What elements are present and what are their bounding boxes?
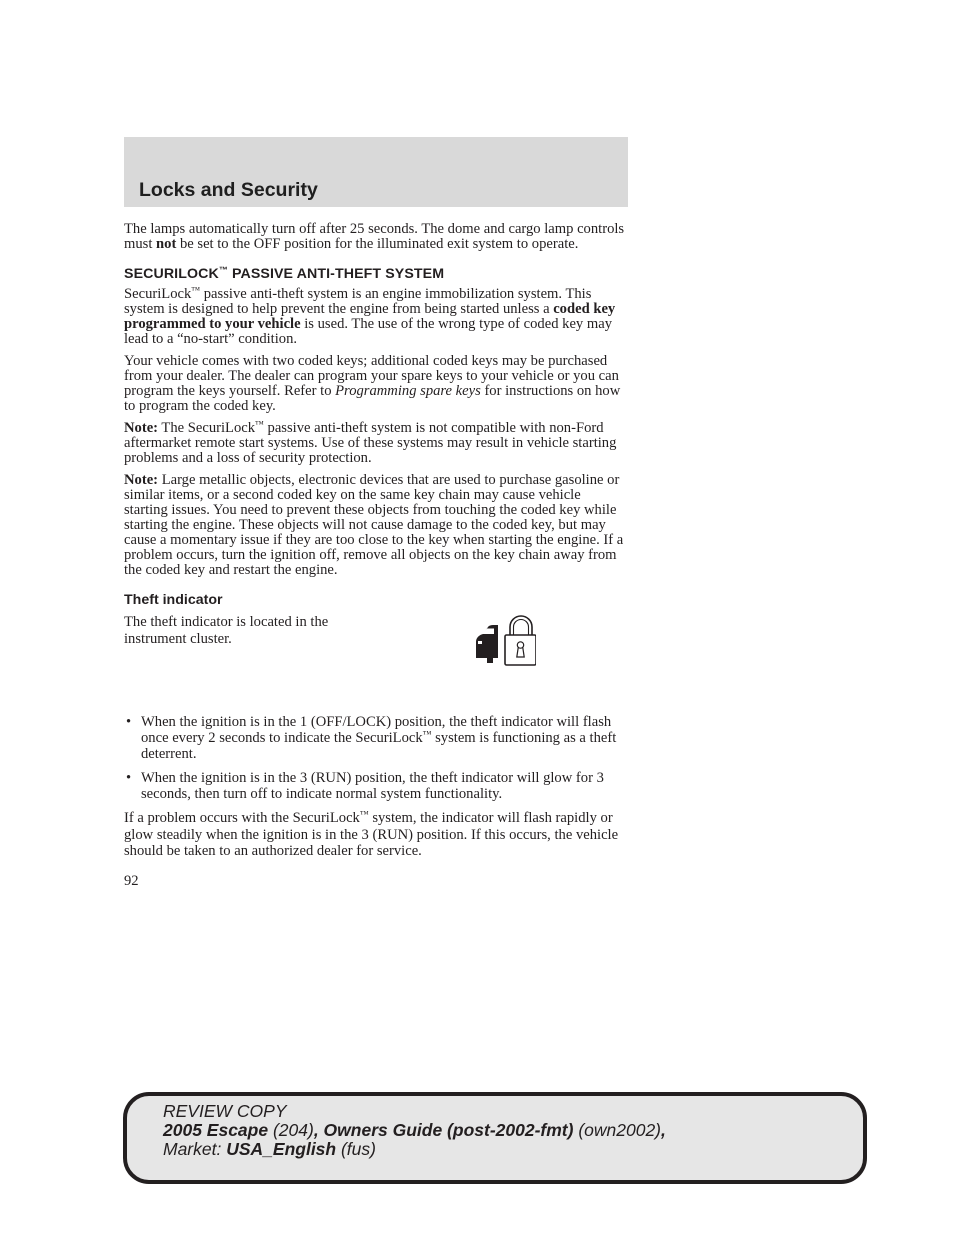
theft-indicator-bullets xyxy=(124,714,628,802)
cross-reference: Programming spare keys xyxy=(335,383,481,399)
footer-text xyxy=(163,1102,666,1159)
theft-indicator-closing: If a problem occurs with the SecuriLock™ system, the indicator will flash rapidly or glow steadily when the ignition is in the 3 (RUN) position. If this occurs, the vehicle should be taken to an authorized dealer for service. xyxy=(124,809,619,859)
note-metallic-objects: Note: Large metallic objects, electronic devices that are used to purchase gasoline or similar items, or a second coded key on the same key chain may cause vehicle starting issues. You need to prevent these objects from touching the coded key while starting the engine. These objects will not cause damage to the coded key, but may cause a momentary issue if they are too close to the key when starting the engine. If a problem occurs, turn the ignition off, remove all objects on the key chain away from the coded key and restart the engine. xyxy=(124,472,624,578)
footer-line-3: Market: USA_English (fus) xyxy=(163,1139,376,1159)
securilock-paragraph-1: SecuriLock™ passive anti-theft system is an engine immobilization system. This system is designed to help prevent the engine from being started unless a coded key programmed to your vehicle is used. The use of the wrong type of coded key may lead to a “no-start” condition. xyxy=(124,285,616,347)
note-remote-start: Note: The SecuriLock™ passive anti-theft system is not compatible with non-Ford aftermarket remote start systems. Use of these systems may result in vehicle starting problems and a loss of security protection. xyxy=(124,419,617,466)
section-title: Locks and Security xyxy=(139,179,318,201)
footer-line-2: 2005 Escape (204), Owners Guide (post-2002-fmt) (own2002), xyxy=(163,1120,666,1140)
list-item: • When the ignition is in the 1 (OFF/LOCK) position, the theft indicator will flash once every 2 seconds to indicate the SecuriLock™ system is functioning as a theft deterrent. xyxy=(126,714,617,762)
footer-line-1: REVIEW COPY xyxy=(163,1101,287,1121)
theft-indicator-location: The theft indicator is located in the instrument cluster. xyxy=(124,614,329,647)
securilock-heading: SECURILOCK™ PASSIVE ANTI-THEFT SYSTEM xyxy=(124,265,445,282)
securilock-paragraph-2: Your vehicle comes with two coded keys; additional coded keys may be purchased from your dealer. The dealer can program your spare keys to your vehicle or you can program the keys yourself. Refer to Programming spare keys for instructions on how to program the coded key. xyxy=(124,353,621,414)
theft-indicator-block xyxy=(124,614,628,692)
page-number: 92 xyxy=(124,872,139,889)
page-content xyxy=(124,222,628,896)
section-header-band xyxy=(124,137,628,207)
theft-indicator-heading: Theft indicator xyxy=(124,592,223,608)
review-copy-footer xyxy=(123,1092,867,1184)
theft-indicator-icon xyxy=(474,614,536,666)
intro-paragraph: The lamps automatically turn off after 25 seconds. The dome and cargo lamp controls must not be set to the OFF position for the illuminated exit system to operate. xyxy=(124,221,625,252)
list-item: • When the ignition is in the 3 (RUN) position, the theft indicator will glow for 3 seconds, then turn off to indicate normal system functionality. xyxy=(126,770,604,802)
